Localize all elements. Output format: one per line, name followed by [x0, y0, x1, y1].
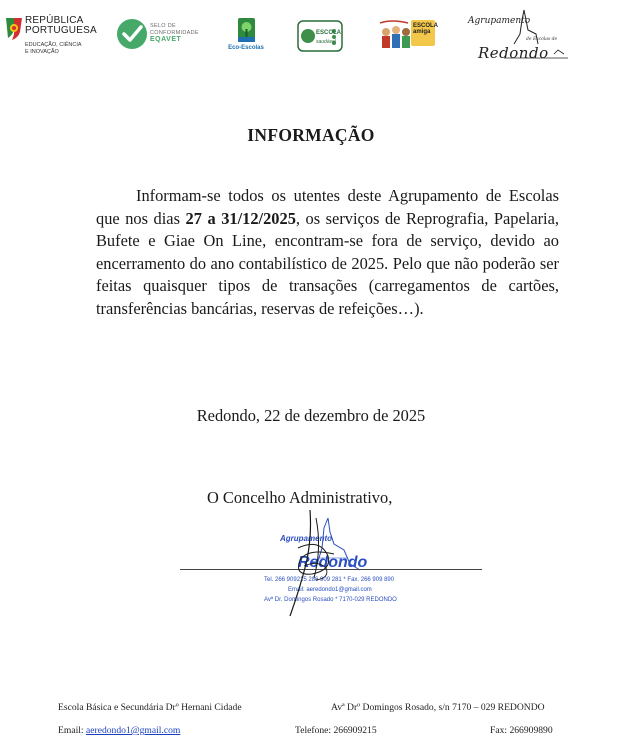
flag-emblem-icon [4, 16, 24, 42]
checkmark-seal-icon [116, 18, 148, 50]
escola-amiga-logo [378, 18, 439, 54]
republica-portuguesa-logo [4, 14, 104, 58]
agrupamento-line1: Agrupamento [468, 16, 531, 26]
eqavet-logo [116, 18, 216, 52]
republica-line3: EDUCAÇÃO, CIÊNCIA [25, 42, 82, 48]
handwritten-signature [270, 508, 360, 620]
footer-fax: Fax: 266909890 [490, 725, 553, 736]
saudavel-label2: saudável [316, 39, 337, 45]
stamp-line3: Tel. 266 909215 286 909 281 * Fax. 266 909 890 [264, 577, 395, 583]
stamp-line2: Redondo [298, 554, 368, 571]
tree-flag-icon [226, 16, 266, 44]
email-link[interactable]: aeredondo1@gmail.com [85, 725, 181, 736]
amiga-label2: amiga [413, 29, 431, 35]
document-title: INFORMAÇÃO [247, 125, 375, 145]
footer-phone: Telefone: 266909215 [295, 725, 377, 736]
information-paragraph [96, 185, 559, 320]
stamp-line5: Avª Dr. Domingos Rosado * 7170-029 REDONDO [264, 597, 397, 603]
footer-school-name: Escola Básica e Secundária Drº Hernani Cidade [58, 702, 242, 713]
eco-escolas-logo [226, 16, 266, 54]
eco-escolas-label: Eco-Escolas [228, 45, 264, 51]
header-logos [0, 0, 622, 72]
republica-line2: PORTUGUESA [25, 25, 97, 36]
paragraph-part1: Informam-se todos os utentes deste Agrupamento de Escolas que nos dias [96, 186, 559, 228]
republica-line1: REPÚBLICA [25, 15, 84, 26]
stamp-line4: Email: aeredondo1@gmail.com [288, 587, 372, 593]
eqavet-line1: SELO DE [150, 23, 176, 29]
paragraph-part2: , os serviços de Reprografia, Papelaria, Bufete e Giae On Line, encontram-se fora de serviço, devido ao encerramento do ano contabilístico de 2025. Pelo que não poderão ser feitas quaisquer tipos de transações (carregamentos de cartões, transferências bancárias, reservas de refeições…). [96, 208, 559, 318]
healthy-school-icon [296, 19, 344, 53]
footer-email [58, 725, 180, 736]
agrupamento-line2: de Escolas de [526, 37, 558, 42]
agrupamento-redondo-logo [464, 4, 574, 62]
republica-line4: E INOVAÇÃO [25, 49, 59, 55]
paragraph-dates: 27 a 31/12/2025 [185, 208, 296, 228]
stamp-line1: Agrupamento [280, 534, 332, 543]
agrupamento-line3: Redondo [478, 44, 549, 62]
footer-address: Avª Drº Domingos Rosado, s/n 7170 – 029 REDONDO [331, 702, 545, 713]
date-line: Redondo, 22 de dezembro de 2025 [196, 406, 426, 425]
eqavet-line3: EQAVET [150, 36, 182, 43]
footer-email-label: Email: [58, 725, 86, 736]
signatory-title: O Concelho Administrativo, [207, 488, 393, 507]
escola-saudavel-logo [296, 19, 344, 53]
saudavel-label1: ESCOLA [316, 30, 342, 36]
eqavet-line2: CONFORMIDADE [150, 29, 199, 36]
amiga-label1: ESCOLA [413, 23, 439, 29]
